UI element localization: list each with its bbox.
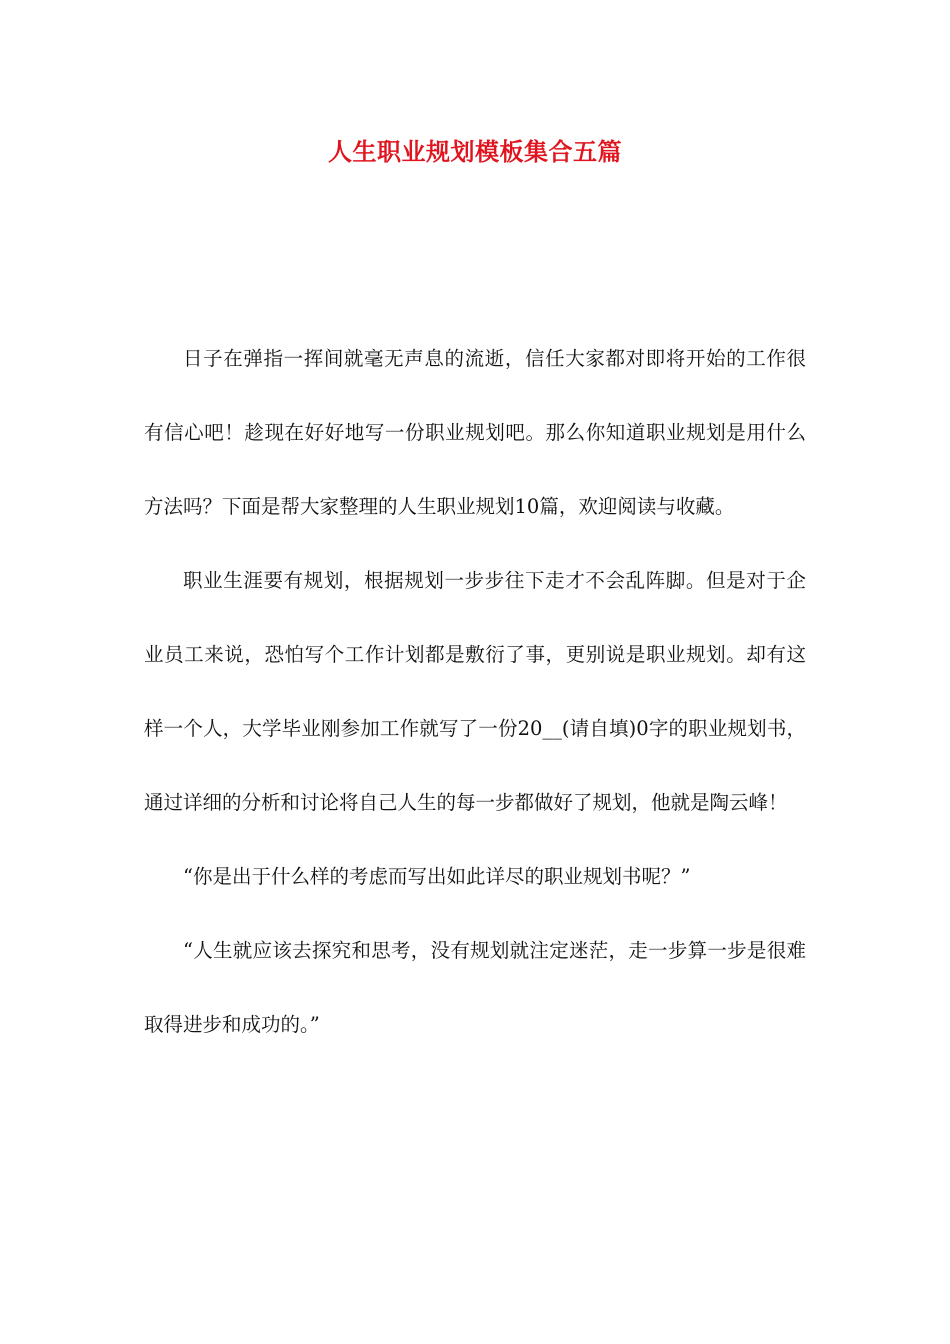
paragraph-question: “你是出于什么样的考虑而写出如此详尽的职业规划书呢？” <box>183 865 691 888</box>
paragraph-answer: “人生就应该去探究和思考，没有规划就注定迷茫，走一步算一步是很难取得进步和成功的。” <box>144 939 806 1036</box>
document-body <box>144 322 806 1062</box>
paragraph-intro: 日子在弹指一挥间就毫无声息的流逝，信任大家都对即将开始的工作很有信心吧！趁现在好好地写一份职业规划吧。那么你知道职业规划是用什么方法吗？下面是帮大家整理的人生职业规划10篇，欢迎阅读与收藏。 <box>144 347 806 518</box>
paragraph-story: 职业生涯要有规划，根据规划一步步往下走才不会乱阵脚。但是对于企业员工来说，恐怕写个工作计划都是敷衍了事，更别说是职业规划。却有这样一个人，大学毕业刚参加工作就写了一份20__(请自填)0字的职业规划书，通过详细的分析和讨论将自己人生的每一步都做好了规划，他就是陶云峰！ <box>144 569 806 814</box>
document-title: 人生职业规划模板集合五篇 <box>328 137 622 166</box>
